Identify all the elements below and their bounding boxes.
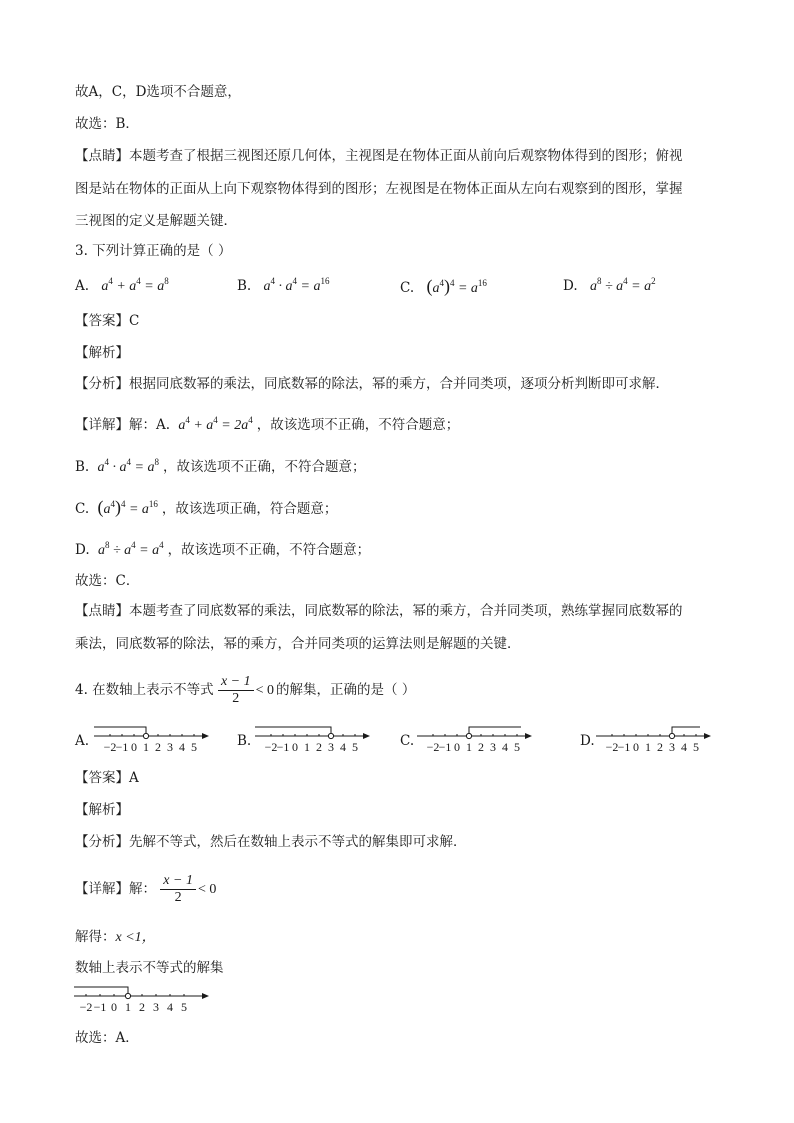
axis-tick-label: 4: [502, 740, 508, 754]
question-4: 4. 在数轴上表示不等式 $\frac{x - 1}{2}$ < 0 的解集，正确的是（ ）: [75, 674, 416, 706]
choice-3: 故选：C．: [75, 573, 140, 589]
axis-tick-label: −1: [115, 740, 129, 754]
axis-tick-label: −1: [438, 740, 452, 754]
option-label: B.: [237, 278, 252, 294]
analysis-heading-3: 【解析】: [75, 345, 129, 361]
hollow-point: [125, 993, 130, 998]
axis-caption: 数轴上表示不等式的解集: [75, 960, 224, 976]
axis-tick-label: 1: [466, 740, 472, 754]
axis-tick-label: −2: [103, 740, 117, 754]
axis-tick-label: 3: [669, 740, 675, 754]
option-4b-label: B.: [237, 733, 252, 749]
detail-3b: B. $a^4 \cdot a^4 = a^8$ ，故该选项不正确，不符合题意；: [75, 457, 366, 475]
text-line: 图是站在物体的正面从上向下观察物体得到的图形；左视图是在物体正面从左向右观察到的图形，掌握: [75, 181, 683, 197]
analysis-4: 【分析】先解不等式，然后在数轴上表示不等式的解集即可求解．: [75, 834, 467, 850]
option-label: A.: [75, 278, 90, 294]
axis-tick-label: 3: [328, 740, 334, 754]
analysis-3: 【分析】根据同底数幂的乘法，同底数幂的除法，幂的乘方，合并同类项，逐项分析判断即可求解．: [75, 376, 669, 392]
axis-tick-label: 1: [143, 740, 149, 754]
option-4a-label: A.: [75, 733, 90, 749]
option-label: D.: [563, 278, 578, 294]
axis-tick-label: −2: [605, 740, 619, 754]
axis-tick-label: 2: [657, 740, 663, 754]
text-line: 故选：B．: [75, 116, 139, 132]
axis-tick-label: 5: [693, 740, 699, 754]
axis-tick-label: −1: [93, 1000, 107, 1014]
hollow-point: [328, 733, 333, 738]
detail-3c: C. $(a^4)^4 = a^{16}$ ，故该选项正确，符合题意；: [75, 497, 338, 517]
option-3b: B. $a^4 \cdot a^4 = a^{16}$: [237, 276, 330, 294]
axis-tick-label: −2: [79, 1000, 93, 1014]
axis-tick-label: 5: [181, 1000, 187, 1014]
option-label: C.: [400, 280, 415, 296]
axis-tick-label: −1: [276, 740, 290, 754]
text-line: 【点睛】本题考查了根据三视图还原几何体，主视图是在物体正面从前向后观察物体得到的图形；俯视: [75, 148, 683, 164]
number-line-b: [253, 722, 373, 758]
solve-result: 解得：x <1，: [75, 929, 156, 945]
inequality-fraction: $\frac{x - 1}{2}$: [160, 873, 196, 906]
number-line-solution: [72, 982, 212, 1018]
detail-3a: 【详解】解：A. $a^4 + a^4 = 2a^4$ ，故该选项不正确，不符合题意；: [75, 415, 460, 433]
axis-tick-label: 3: [153, 1000, 159, 1014]
axis-tick-label: 2: [139, 1000, 145, 1014]
axis-tick-label: 5: [352, 740, 358, 754]
axis-tick-label: 3: [167, 740, 173, 754]
number-line-d: [594, 722, 714, 758]
hollow-point: [669, 733, 674, 738]
hollow-point: [143, 733, 148, 738]
axis-tick-label: 0: [111, 1000, 117, 1014]
number-line-a: [92, 722, 212, 758]
comment-3b: 乘法，同底数幂的除法，幂的乘方，合并同类项的运算法则是解题的关键．: [75, 636, 521, 652]
option-3c: C. $(a^4)^4 = a^{16}$: [400, 276, 487, 296]
axis-tick-label: −1: [617, 740, 631, 754]
axis-tick-label: 1: [645, 740, 651, 754]
text-line: 三视图的定义是解题关键．: [75, 213, 237, 229]
axis-tick-label: 2: [316, 740, 322, 754]
axis-tick-label: 4: [179, 740, 185, 754]
answer-3: 【答案】C: [75, 313, 140, 329]
axis-tick-label: 3: [490, 740, 496, 754]
question-3: 3. 下列计算正确的是（ ）: [75, 243, 232, 259]
axis-tick-label: 0: [292, 740, 298, 754]
axis-tick-label: 1: [125, 1000, 131, 1014]
axis-tick-label: 2: [478, 740, 484, 754]
number-line-c: [415, 722, 535, 758]
axis-tick-label: 1: [304, 740, 310, 754]
detail-4: 【详解】解： $\frac{x - 1}{2}$ < 0: [75, 873, 217, 905]
choice-4: 故选：A．: [75, 1030, 139, 1046]
axis-tick-label: −2: [264, 740, 278, 754]
detail-3d: D. $a^8 \div a^4 = a^4$ ，故该选项不正确，不符合题意；: [75, 540, 371, 558]
hollow-point: [466, 733, 471, 738]
axis-tick-label: 4: [340, 740, 346, 754]
axis-tick-label: 4: [681, 740, 687, 754]
text-line: 故A，C，D选项不合题意，: [75, 84, 241, 100]
axis-tick-label: −2: [426, 740, 440, 754]
axis-tick-label: 0: [131, 740, 137, 754]
option-4c-label: C.: [400, 733, 415, 749]
inequality-fraction: $\frac{x - 1}{2}$: [218, 674, 254, 707]
analysis-heading-4: 【解析】: [75, 802, 129, 818]
axis-tick-label: 0: [454, 740, 460, 754]
axis-tick-label: 4: [167, 1000, 173, 1014]
answer-4: 【答案】A: [75, 770, 139, 786]
axis-tick-label: 2: [155, 740, 161, 754]
axis-tick-label: 5: [514, 740, 520, 754]
option-3a: A. $a^4 + a^4 = a^8$: [75, 276, 169, 294]
axis-tick-label: 0: [633, 740, 639, 754]
comment-3a: 【点睛】本题考查了同底数幂的乘法，同底数幂的除法，幂的乘方，合并同类项，熟练掌握同底数幂的: [75, 603, 683, 619]
axis-tick-label: 5: [191, 740, 197, 754]
option-3d: D. $a^8 \div a^4 = a^2$: [563, 276, 656, 294]
option-4d-label: D.: [580, 733, 595, 749]
